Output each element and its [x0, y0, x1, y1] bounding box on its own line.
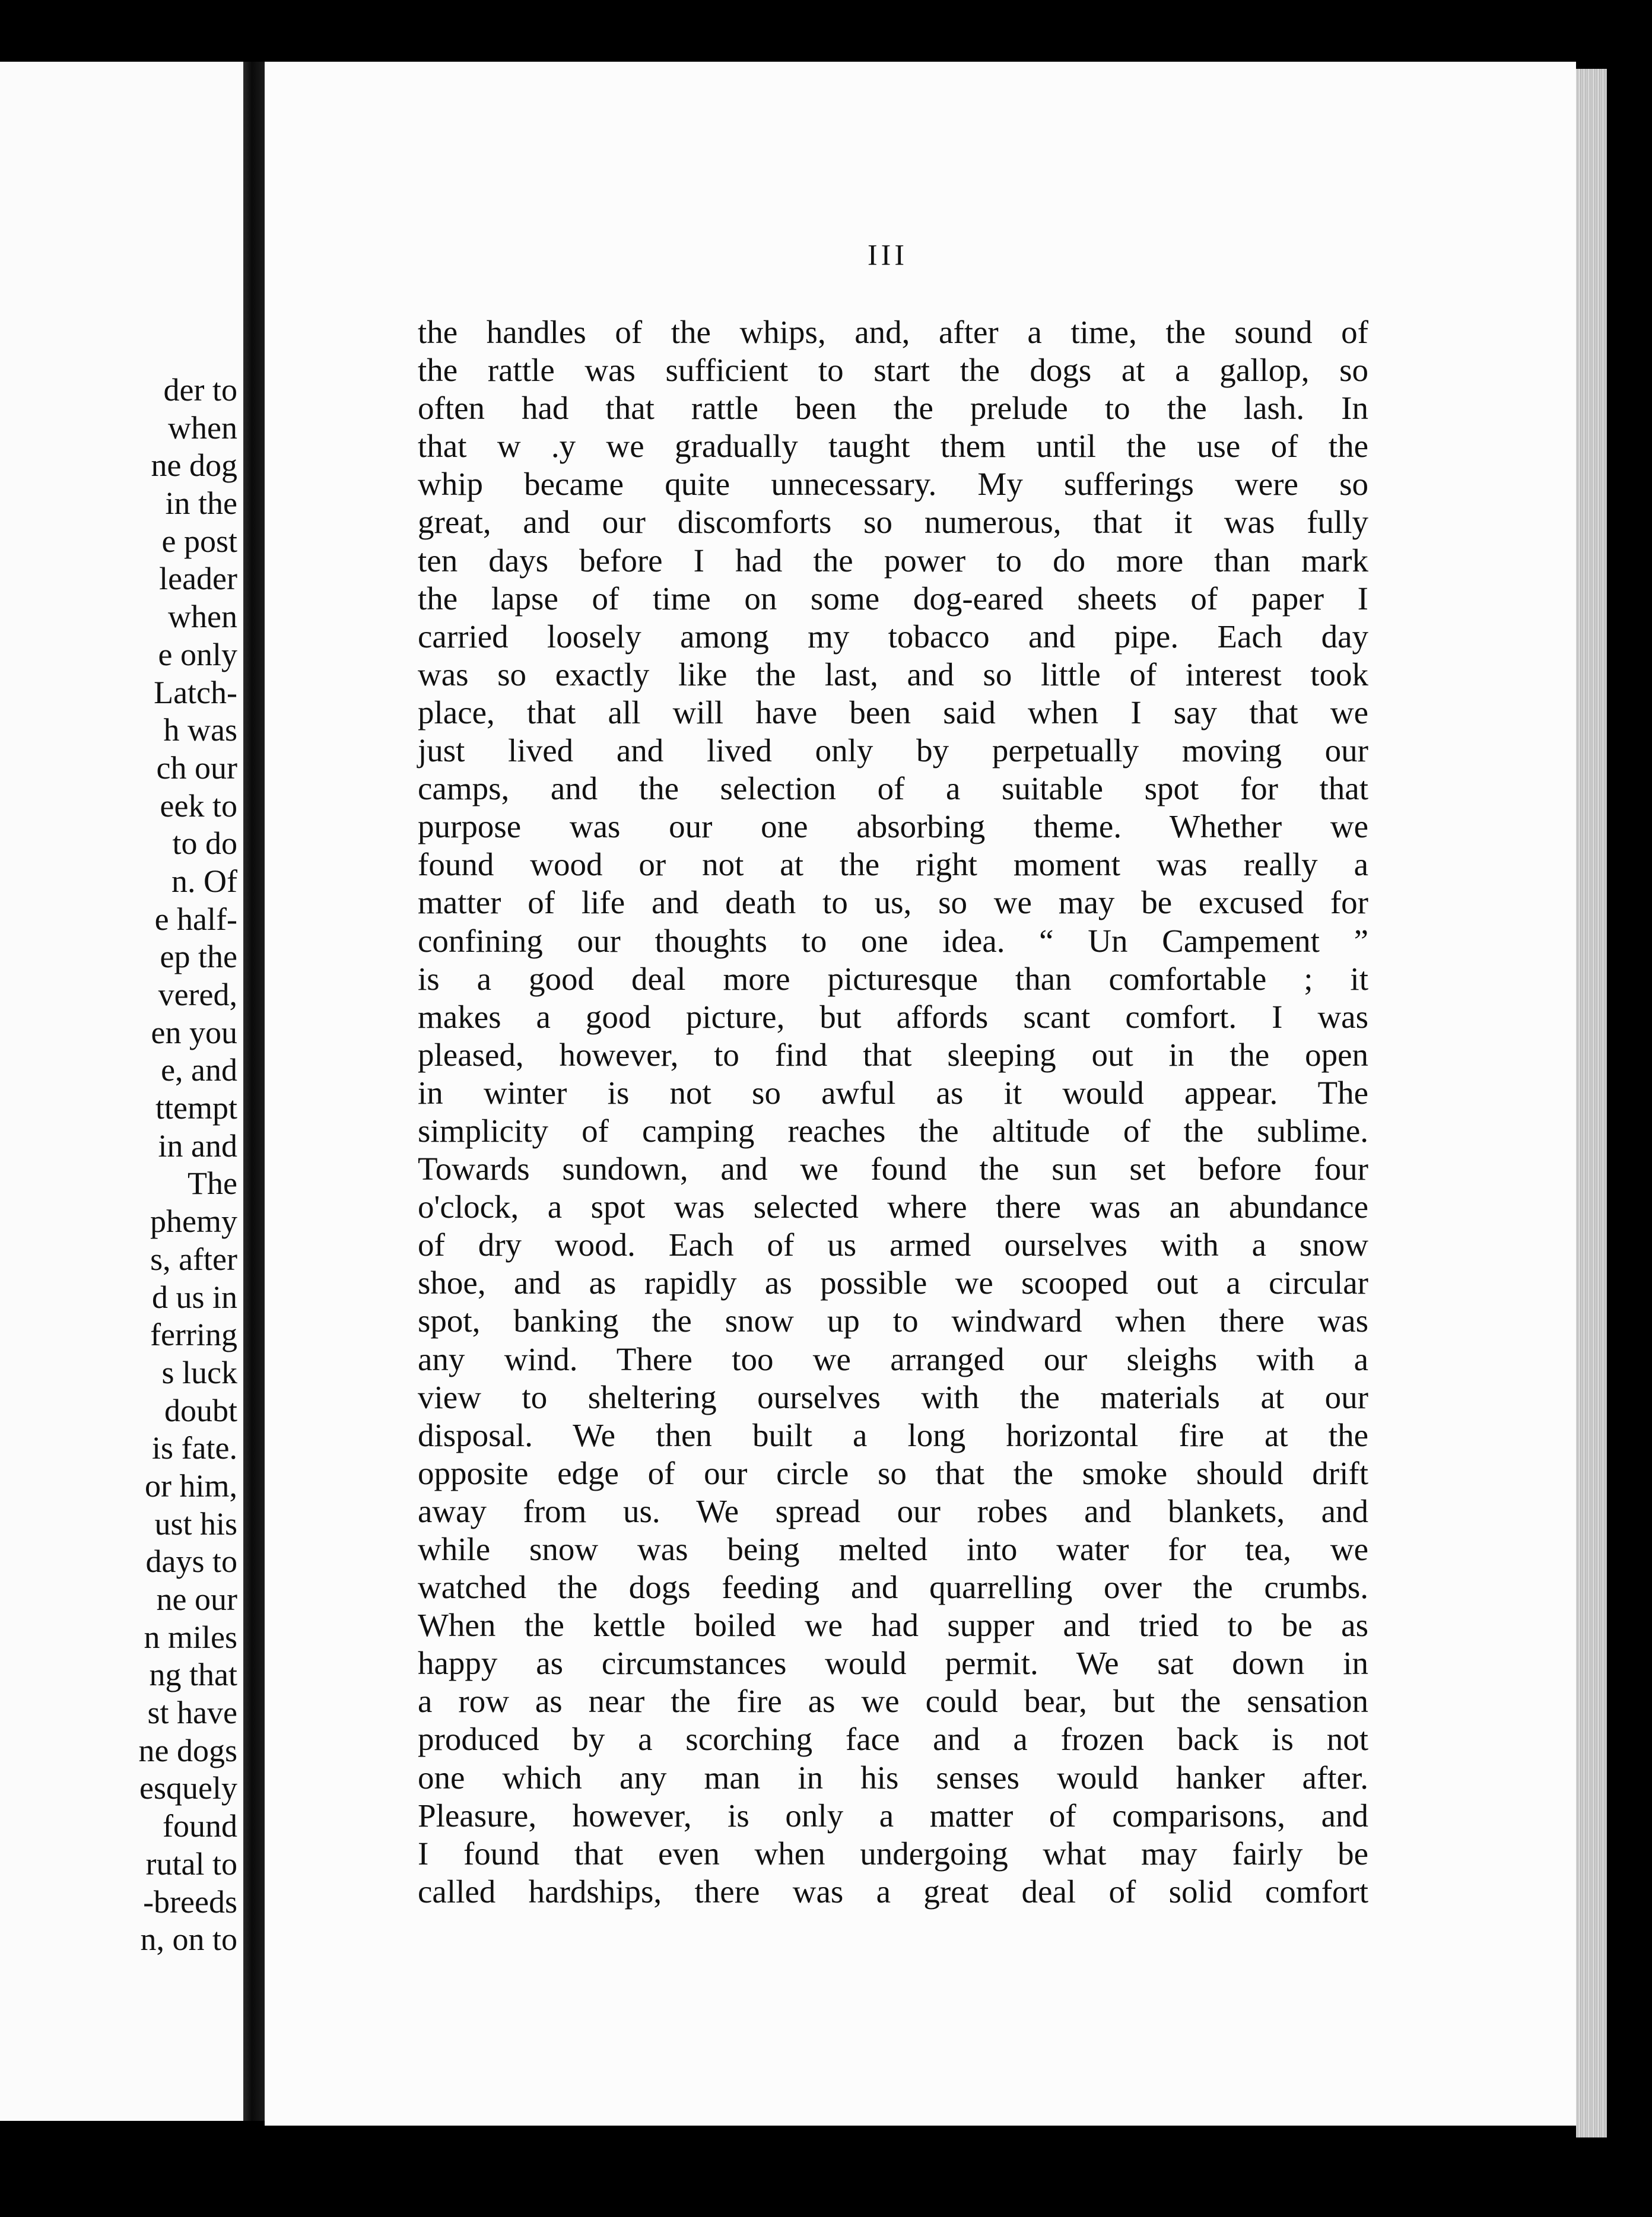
- left-page-line: ttempt: [155, 1090, 237, 1126]
- left-page-line: n miles: [144, 1619, 237, 1655]
- left-page-line: der to: [163, 372, 237, 408]
- left-page-line: d us in: [151, 1279, 237, 1315]
- left-page-line: ferring: [150, 1317, 237, 1353]
- left-page-line: eek to: [160, 787, 237, 824]
- text-line: just lived and lived only by perpetually moving our: [418, 732, 1368, 769]
- left-page-line: esquely: [139, 1770, 237, 1806]
- left-page-line: en you: [151, 1014, 237, 1050]
- text-line: produced by a scorching face and a frozen back is not: [418, 1721, 1368, 1758]
- left-page-line: or him,: [145, 1468, 237, 1504]
- left-page-line: -breeds: [143, 1884, 237, 1920]
- text-line: whip became quite unnecessary. My sufferings were so: [418, 466, 1368, 503]
- text-line: called hardships, there was a great deal of solid comfort: [418, 1873, 1368, 1910]
- left-page-line: ch our: [156, 749, 237, 786]
- text-line: spot, banking the snow up to windward when there was: [418, 1303, 1368, 1339]
- text-line: I found that even when undergoing what may fairly be: [418, 1835, 1368, 1872]
- left-page-line: ep the: [160, 939, 237, 975]
- text-line: shoe, and as rapidly as possible we scooped out a circular: [418, 1265, 1368, 1301]
- text-line: that w .y we gradually taught them until the use of the: [418, 428, 1368, 465]
- left-page-line: vered,: [158, 977, 237, 1012]
- text-line: ten days before I had the power to do more than mark: [418, 542, 1368, 579]
- left-page-line: n. Of: [171, 863, 237, 899]
- text-line: was so exactly like the last, and so little of interest took: [418, 656, 1368, 693]
- text-line: carried loosely among my tobacco and pipe. Each day: [418, 618, 1368, 655]
- text-line: in winter is not so awful as it would appear. The: [418, 1074, 1368, 1111]
- left-page-line: found: [163, 1808, 237, 1844]
- text-line: camps, and the selection of a suitable spot for that: [418, 770, 1368, 807]
- text-line: pleased, however, to find that sleeping out in the open: [418, 1036, 1368, 1073]
- left-page-line: when: [168, 409, 237, 446]
- text-line: confining our thoughts to one idea. “ Un Campement ”: [418, 922, 1368, 959]
- text-line: of dry wood. Each of us armed ourselves with a snow: [418, 1227, 1368, 1263]
- text-line: great, and our discomforts so numerous, that it was fully: [418, 504, 1368, 541]
- text-line: watched the dogs feeding and quarrelling over the crumbs.: [418, 1569, 1368, 1606]
- text-line: often had that rattle been the prelude to the lash. In: [418, 390, 1368, 427]
- left-page-line: st have: [147, 1695, 237, 1731]
- left-page: [0, 62, 243, 2121]
- body-text: [418, 313, 1368, 1911]
- left-page-line: ust his: [154, 1505, 237, 1542]
- left-page-line: n, on to: [140, 1921, 237, 1958]
- text-line: is a good deal more picturesque than comfortable ; it: [418, 960, 1368, 997]
- left-page-line: s, after: [150, 1241, 237, 1277]
- text-line: the lapse of time on some dog-eared sheets of paper I: [418, 580, 1368, 617]
- left-page-line: to do: [172, 825, 237, 862]
- left-page-line: ne our: [156, 1581, 237, 1617]
- text-line: one which any man in his senses would hanker after.: [418, 1759, 1368, 1796]
- text-line: disposal. We then built a long horizontal fire at the: [418, 1416, 1368, 1453]
- left-page-line: rutal to: [145, 1846, 237, 1882]
- text-line: Pleasure, however, is only a matter of comparisons, and: [418, 1797, 1368, 1834]
- left-page-line: ne dog: [151, 447, 237, 484]
- left-page-line: e post: [161, 523, 237, 559]
- text-line: happy as circumstances would permit. We sat down in: [418, 1645, 1368, 1682]
- left-page-line: e only: [158, 636, 237, 672]
- left-page-line: doubt: [164, 1392, 237, 1428]
- text-line: the rattle was sufficient to start the dogs at a gallop, so: [418, 352, 1368, 389]
- left-page-text: [0, 371, 237, 1959]
- left-page-line: phemy: [150, 1203, 237, 1240]
- left-page-line: ne dogs: [138, 1732, 237, 1768]
- left-page-line: h was: [163, 712, 237, 748]
- left-page-line: Latch-: [154, 674, 237, 710]
- left-page-line: s luck: [161, 1354, 237, 1390]
- left-page-line: days to: [145, 1543, 237, 1580]
- text-line: simplicity of camping reaches the altitude of the sublime.: [418, 1112, 1368, 1149]
- text-line: view to sheltering ourselves with the materials at our: [418, 1379, 1368, 1415]
- page-edge: [1576, 69, 1607, 2137]
- left-page-line: in and: [158, 1127, 237, 1164]
- text-line: place, that all will have been said when I say that we: [418, 694, 1368, 730]
- text-line: while snow was being melted into water for tea, we: [418, 1531, 1368, 1567]
- left-page-line: in the: [165, 485, 237, 522]
- page-gutter: [243, 62, 265, 2121]
- text-line: purpose was our one absorbing theme. Whether we: [418, 808, 1368, 845]
- left-page-line: e half-: [154, 901, 237, 937]
- text-line: matter of life and death to us, so we may be excused for: [418, 884, 1368, 921]
- left-page-line: when: [168, 599, 237, 635]
- text-line: a row as near the fire as we could bear, but the sensation: [418, 1683, 1368, 1720]
- page-number: III: [868, 238, 908, 271]
- left-page-line: e, and: [161, 1052, 237, 1088]
- text-line: any wind. There too we arranged our sleighs with a: [418, 1341, 1368, 1377]
- text-line: away from us. We spread our robes and blankets, and: [418, 1492, 1368, 1529]
- text-line: found wood or not at the right moment was really a: [418, 846, 1368, 883]
- text-line: When the kettle boiled we had supper and tried to be as: [418, 1607, 1368, 1644]
- text-line: makes a good picture, but affords scant comfort. I was: [418, 998, 1368, 1035]
- left-page-line: ng that: [149, 1657, 237, 1693]
- left-page-line: The: [188, 1165, 237, 1202]
- text-line: o'clock, a spot was selected where there was an abundance: [418, 1189, 1368, 1225]
- left-page-line: is fate.: [152, 1430, 237, 1466]
- text-line: Towards sundown, and we found the sun set before four: [418, 1151, 1368, 1187]
- text-line: opposite edge of our circle so that the smoke should drift: [418, 1454, 1368, 1491]
- left-page-line: leader: [159, 561, 237, 597]
- text-line: the handles of the whips, and, after a time, the sound of: [418, 314, 1368, 350]
